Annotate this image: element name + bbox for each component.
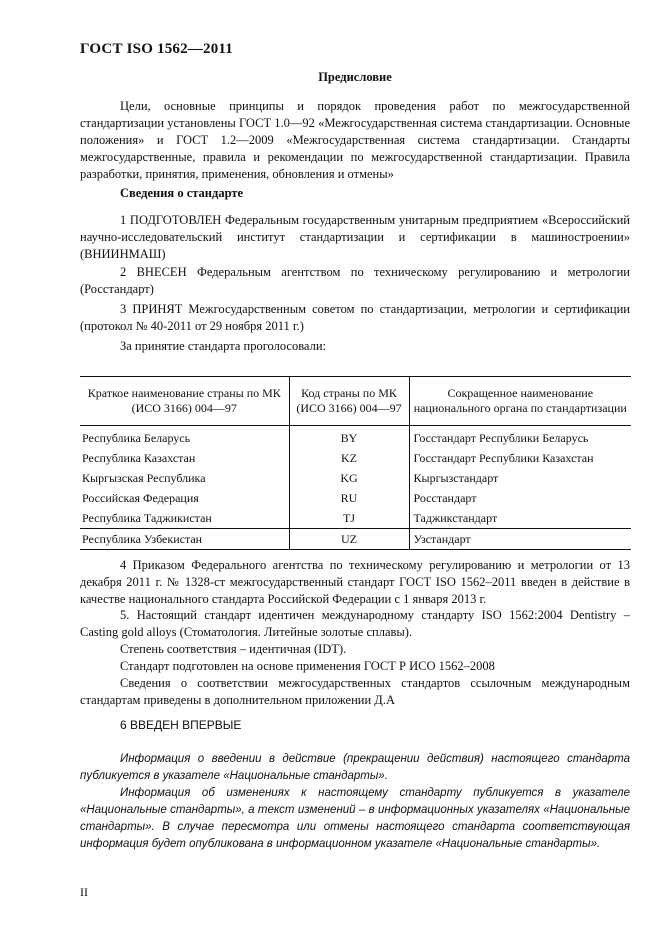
table-row bbox=[80, 426, 631, 449]
national-body-cell: Таджикстандарт bbox=[409, 508, 631, 529]
country-cell: Республика Беларусь bbox=[82, 431, 191, 445]
notice-changes: Информация об изменениях к настоящему стандарту публикуется в указателе «Национальные стандарты», а текст изменений – в информационных указателях «Национальные стандарты». В случае пересмотра или отмены настоящего стандарта соответствующая информация будет опубликована в информационном указателе «Национальные стандарты». bbox=[80, 787, 630, 850]
item-5-identical: 5. Настоящий стандарт идентичен международному стандарту ISO 1562:2004 Dentistry – Casting gold alloys (Стоматология. Литейные золотые сплавы). bbox=[80, 608, 630, 639]
item-1-prepared: 1 ПОДГОТОВЛЕН Федеральным государственным унитарным предприятием «Всероссийский научно-исследовательский институт стандартизации и сертификации в машиностроении» (ВНИИНМАШ) bbox=[80, 213, 630, 261]
code-cell: KZ bbox=[289, 448, 409, 468]
table-row bbox=[80, 468, 631, 488]
info-heading: Сведения о стандарте bbox=[120, 186, 244, 200]
country-cell: Кыргызская Республика bbox=[82, 471, 206, 485]
item-6-introduced: 6 ВВЕДЕН ВПЕРВЫЕ bbox=[120, 718, 242, 732]
item-2-submitted: 2 ВНЕСЕН Федеральным агентством по техническому регулированию и метрологии (Росстандарт) bbox=[80, 265, 630, 296]
document-header: ГОСТ ISO 1562—2011 bbox=[80, 41, 233, 57]
national-body-cell: Кыргызстандарт bbox=[409, 468, 631, 488]
national-body-cell: Узстандарт bbox=[409, 529, 631, 550]
foreword-title: Предисловие bbox=[318, 70, 392, 84]
item-5-degree: Степень соответствия – идентичная (IDT). bbox=[120, 642, 347, 656]
code-cell: TJ bbox=[289, 508, 409, 529]
national-body-cell: Госстандарт Республики Казахстан bbox=[409, 448, 631, 468]
national-body-cell: Госстандарт Республики Беларусь bbox=[409, 426, 631, 449]
header-national-body: Сокращенное наименование национального органа по стандартизации bbox=[409, 377, 631, 426]
table-row bbox=[80, 488, 631, 508]
country-cell: Российская Федерация bbox=[82, 491, 199, 505]
table-header-row bbox=[80, 377, 631, 426]
code-cell: RU bbox=[289, 488, 409, 508]
country-cell: Республика Таджикистан bbox=[82, 511, 212, 525]
voting-table bbox=[80, 376, 631, 550]
intro-paragraph: Цели, основные принципы и порядок проведения работ по межгосударственной стандартизации установлены ГОСТ 1.0—92 «Межгосударственная система стандартизации. Основные положения» и ГОСТ 1.2—2009 «Межгосударственная система стандартизации. Стандарты межгосударственные, правила и рекомендации по межгосударственной стандартизации. Правила разработки, принятия, применения, обновления и отмены» bbox=[80, 99, 630, 181]
code-cell: KG bbox=[289, 468, 409, 488]
page-number: II bbox=[80, 885, 88, 899]
table-row bbox=[80, 448, 631, 468]
item-4-order: 4 Приказом Федерального агентства по техническому регулированию и метрологии от 13 декабря 2011 г. № 1328-ст межгосударственный стандарт ГОСТ ISO 1562–2011 введен в действие в качестве национального стандарта Российской Федерации с 1 января 2013 г. bbox=[80, 558, 630, 606]
table-row bbox=[80, 529, 631, 550]
item-3-adopted: 3 ПРИНЯТ Межгосударственным советом по стандартизации, метрологии и сертификации (протокол № 40-2011 от 29 ноября 2011 г.) bbox=[80, 302, 630, 333]
item-5-references: Сведения о соответствии межгосударственных стандартов ссылочным международным стандартам приведены в дополнительном приложении Д.А bbox=[80, 676, 630, 707]
voted-label: За принятие стандарта проголосовали: bbox=[120, 339, 326, 353]
national-body-cell: Росстандарт bbox=[409, 488, 631, 508]
code-cell: BY bbox=[289, 426, 409, 449]
notice-introduction: Информация о введении в действие (прекращении действия) настоящего стандарта публикуется в указателе «Национальные стандарты». bbox=[80, 753, 630, 782]
table-row bbox=[80, 508, 631, 529]
code-cell: UZ bbox=[289, 529, 409, 550]
country-cell: Республика Узбекистан bbox=[80, 529, 289, 550]
item-5-basis: Стандарт подготовлен на основе применения ГОСТ Р ИСО 1562–2008 bbox=[120, 659, 495, 673]
country-cell: Республика Казахстан bbox=[82, 451, 196, 465]
header-country: Краткое наименование страны по МК (ИСО 3166) 004—97 bbox=[80, 377, 289, 426]
header-code: Код страны по МК (ИСО 3166) 004—97 bbox=[289, 377, 409, 426]
